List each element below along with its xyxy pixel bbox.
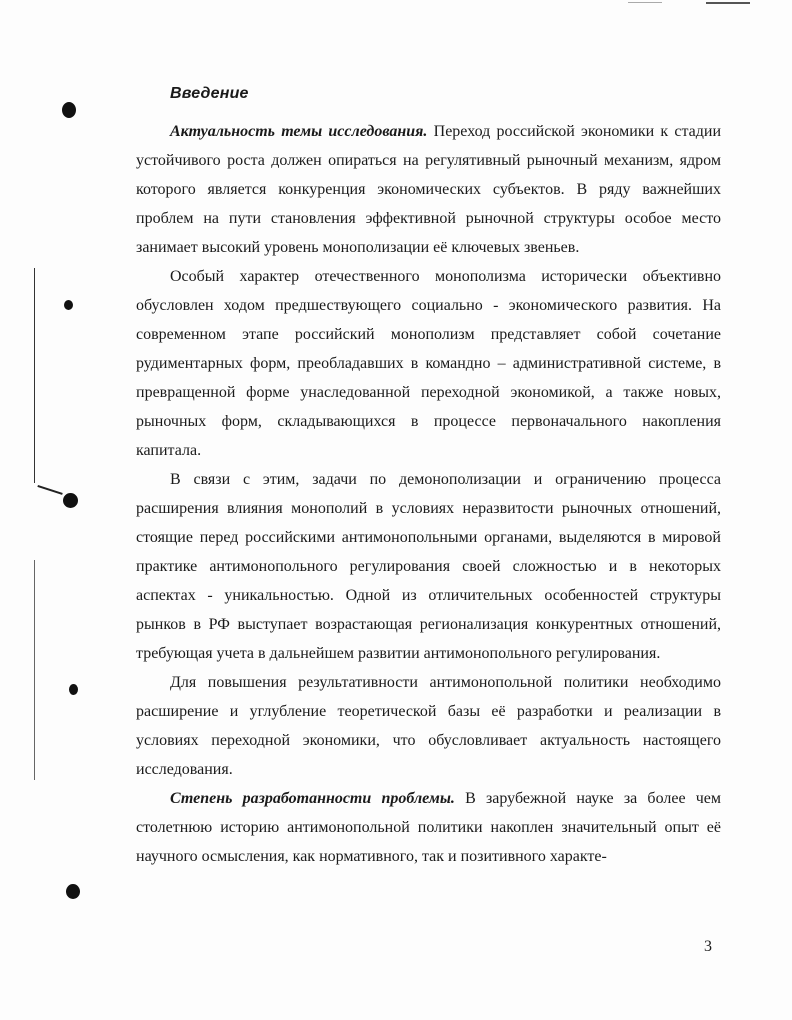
scan-edge-line	[706, 2, 750, 4]
punch-hole-blot	[66, 884, 80, 899]
margin-scan-line	[34, 268, 35, 483]
punch-hole-blot	[64, 300, 73, 310]
punch-hole-blot	[63, 493, 78, 508]
paragraph-development-degree	[136, 784, 721, 871]
paragraph-text: В зарубежной науке за более чем столетнюю историю антимонопольной политики накоплен значительный опыт её научного осмысления, как нормативного, так и позитивного характе-	[136, 790, 721, 865]
margin-scan-hook	[37, 485, 62, 495]
paragraph-text: Переход российской экономики к стадии устойчивого роста должен опираться на регулятивный рыночный механизм, ядром которого является конкуренция экономических субъектов. В ряду важнейших проблем на пути становления эффективной рыночной структуры особое место занимает высокий уровень монополизации её ключевых звеньев.	[136, 123, 722, 256]
paragraph-text: В связи с этим, задачи по демонополизации и ограничению процесса расширения влияния монополий в условиях неразвитости рыночных отношений, стоящие перед российскими антимонопольными органами, выделяются в мировой практике антимонопольного регулирования своей сложностью и в некоторых аспектах - уникальностью. Одной из отличительных особенностей структуры рынков в РФ выступает возрастающая регионализация конкурентных отношений, требующая учета в дальнейшем развитии антимонопольного регулирования.	[136, 471, 721, 662]
page-number: 3	[704, 938, 712, 955]
punch-hole-blot	[69, 684, 78, 695]
paragraph-theory-base	[136, 668, 721, 784]
scan-edge-line	[628, 2, 662, 3]
paragraph-text: Для повышения результативности антимонопольной политики необходимо расширение и углубление теоретической базы её разработки и реализации в условиях переходной экономики, что обусловливает актуальность настоящего исследования.	[136, 674, 721, 778]
paragraph-lead: Актуальность темы исследования.	[170, 123, 428, 140]
paragraph-lead: Степень разработанности проблемы.	[170, 790, 455, 807]
section-heading: Введение	[170, 85, 249, 102]
punch-hole-blot	[62, 102, 76, 118]
paragraph-text: Особый характер отечественного монополизма исторически объективно обусловлен ходом предшествующего социально - экономического развития. На современном этапе российский монополизм представляет собой сочетание рудиментарных форм, преобладавших в командно – административной системе, в превращенной форме унаследованной переходной экономикой, а также новых, рыночных форм, складывающихся в процессе первоначального накопления капитала.	[136, 268, 721, 459]
margin-scan-line	[34, 560, 35, 780]
paragraph-demonopolization-tasks	[136, 465, 721, 668]
paragraph-monopolism-character	[136, 262, 721, 465]
paragraph-relevance	[136, 117, 721, 262]
body-text	[136, 117, 721, 871]
